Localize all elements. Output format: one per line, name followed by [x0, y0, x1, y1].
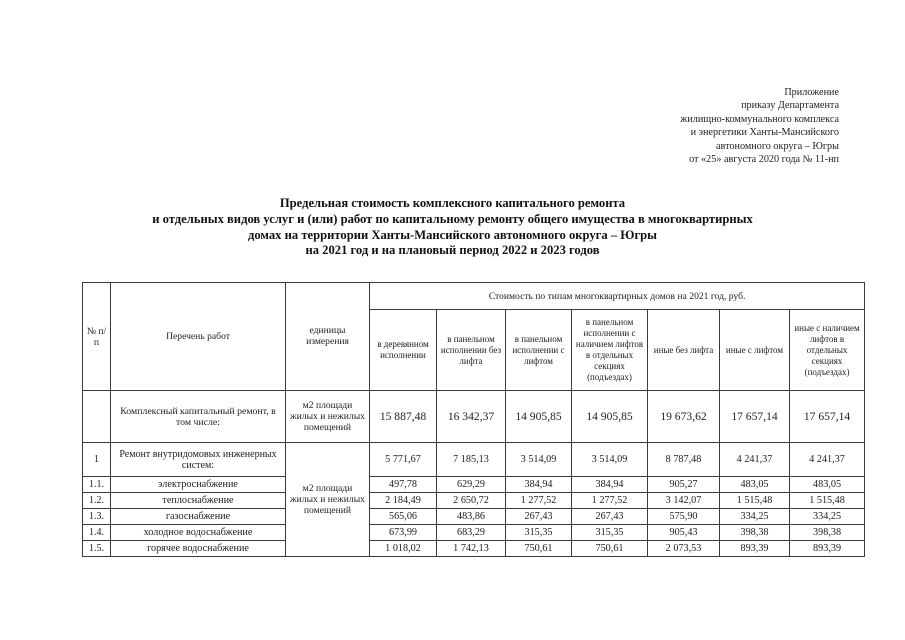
- cell-value: 3 514,09: [572, 443, 648, 477]
- table-row: [83, 509, 865, 525]
- cell-value: 384,94: [506, 477, 572, 493]
- header-num: № п/п: [83, 283, 111, 391]
- header-type-other-sections: иные с наличием лифтов в отдельных секциях (подъездах): [790, 310, 865, 391]
- cell-value: 15 887,48: [370, 391, 437, 443]
- cell-value: 673,99: [370, 525, 437, 541]
- cell-value: 315,35: [572, 525, 648, 541]
- cell-value: 267,43: [506, 509, 572, 525]
- cell-num: 1.5.: [83, 541, 111, 557]
- cell-num: 1: [83, 443, 111, 477]
- cell-value: 14 905,85: [506, 391, 572, 443]
- cell-value: 5 771,67: [370, 443, 437, 477]
- appendix-line: приказу Департамента: [741, 100, 839, 112]
- header-type-panel-sections: в панельном исполнении с наличием лифтов в отдельных секциях (подъездах): [572, 310, 648, 391]
- cell-value: 17 657,14: [720, 391, 790, 443]
- cell-value: 1 742,13: [437, 541, 506, 557]
- appendix-line: автономного округа – Югры: [716, 140, 839, 152]
- cell-value: 398,38: [720, 525, 790, 541]
- cell-value: 497,78: [370, 477, 437, 493]
- appendix-line: жилищно-коммунального комплекса: [680, 113, 839, 125]
- cell-value: 398,38: [790, 525, 865, 541]
- cell-value: 4 241,37: [720, 443, 790, 477]
- cell-value: 893,39: [790, 541, 865, 557]
- cell-value: 334,25: [720, 509, 790, 525]
- cell-value: 3 142,07: [648, 493, 720, 509]
- cell-value: 483,86: [437, 509, 506, 525]
- table-row-total: [83, 391, 865, 443]
- header-cost-group: Стоимость по типам многоквартирных домов на 2021 год, руб.: [370, 283, 865, 310]
- cell-value: 2 650,72: [437, 493, 506, 509]
- table-row: [83, 525, 865, 541]
- cell-value: 8 787,48: [648, 443, 720, 477]
- cell-value: 905,43: [648, 525, 720, 541]
- header-works: Перечень работ: [111, 283, 286, 391]
- cell-value: 1 515,48: [720, 493, 790, 509]
- header-unit: единицы измерения: [286, 283, 370, 391]
- table-row: [83, 477, 865, 493]
- header-type-panel-lift: в панельном исполнении с лифтом: [506, 310, 572, 391]
- cell-work: Ремонт внутридомовых инженерных систем:: [111, 443, 286, 477]
- cell-work: горячее водоснабжение: [111, 541, 286, 557]
- cell-value: 4 241,37: [790, 443, 865, 477]
- cell-value: 2 073,53: [648, 541, 720, 557]
- cell-value: 629,29: [437, 477, 506, 493]
- appendix-line: и энергетики Ханты-Мансийского: [690, 127, 839, 139]
- appendix-line: от «25» августа 2020 года № 11-нп: [689, 154, 839, 166]
- appendix-block: [680, 86, 839, 166]
- cell-value: 19 673,62: [648, 391, 720, 443]
- cell-num: 1.1.: [83, 477, 111, 493]
- cell-value: 483,05: [790, 477, 865, 493]
- cell-value: 905,27: [648, 477, 720, 493]
- cell-value: 267,43: [572, 509, 648, 525]
- cell-work: газоснабжение: [111, 509, 286, 525]
- cell-work: холодное водоснабжение: [111, 525, 286, 541]
- header-type-wooden: в деревянном исполнении: [370, 310, 437, 391]
- table-row: [83, 493, 865, 509]
- cell-value: 16 342,37: [437, 391, 506, 443]
- cell-unit: м2 площади жилых и нежилых помещений: [286, 391, 370, 443]
- title-line: на 2021 год и на плановый период 2022 и 2023 годов: [305, 243, 600, 258]
- cell-num: 1.4.: [83, 525, 111, 541]
- header-type-panel-no-lift: в панельном исполнении без лифта: [437, 310, 506, 391]
- cell-value: 1 018,02: [370, 541, 437, 557]
- cell-work: теплоснабжение: [111, 493, 286, 509]
- cell-value: 750,61: [506, 541, 572, 557]
- table-row: [83, 541, 865, 557]
- cell-value: 750,61: [572, 541, 648, 557]
- cell-num: 1.2.: [83, 493, 111, 509]
- appendix-line: Приложение: [784, 87, 839, 98]
- cell-value: 334,25: [790, 509, 865, 525]
- cell-value: 483,05: [720, 477, 790, 493]
- cell-value: 1 515,48: [790, 493, 865, 509]
- cell-value: 1 277,52: [572, 493, 648, 509]
- cell-work: Комплексный капитальный ремонт, в том числе:: [111, 391, 286, 443]
- cell-work: электроснабжение: [111, 477, 286, 493]
- document-title: [0, 196, 905, 259]
- cell-value: 3 514,09: [506, 443, 572, 477]
- cell-value: 384,94: [572, 477, 648, 493]
- cell-value: 1 277,52: [506, 493, 572, 509]
- cell-value: 7 185,13: [437, 443, 506, 477]
- cost-table: [82, 282, 865, 557]
- title-line: Предельная стоимость комплексного капитального ремонта: [279, 196, 626, 210]
- cell-value: 565,06: [370, 509, 437, 525]
- cell-value: 683,29: [437, 525, 506, 541]
- cell-value: 315,35: [506, 525, 572, 541]
- cell-num: [83, 391, 111, 443]
- table-row-group: [83, 443, 865, 477]
- cell-value: 575,90: [648, 509, 720, 525]
- header-type-other-lift: иные с лифтом: [720, 310, 790, 391]
- header-type-other-no-lift: иные без лифта: [648, 310, 720, 391]
- cell-num: 1.3.: [83, 509, 111, 525]
- cell-value: 14 905,85: [572, 391, 648, 443]
- header-row-group: [83, 283, 865, 310]
- title-line: и отдельных видов услуг и (или) работ по капитальному ремонту общего имущества в многоквартирных: [152, 211, 753, 226]
- cell-value: 2 184,49: [370, 493, 437, 509]
- title-line: домах на территории Ханты-Мансийского автономного округа – Югры: [247, 227, 658, 242]
- cell-value: 893,39: [720, 541, 790, 557]
- cell-value: 17 657,14: [790, 391, 865, 443]
- cell-shared-unit: м2 площади жилых и нежилых помещений: [286, 443, 370, 557]
